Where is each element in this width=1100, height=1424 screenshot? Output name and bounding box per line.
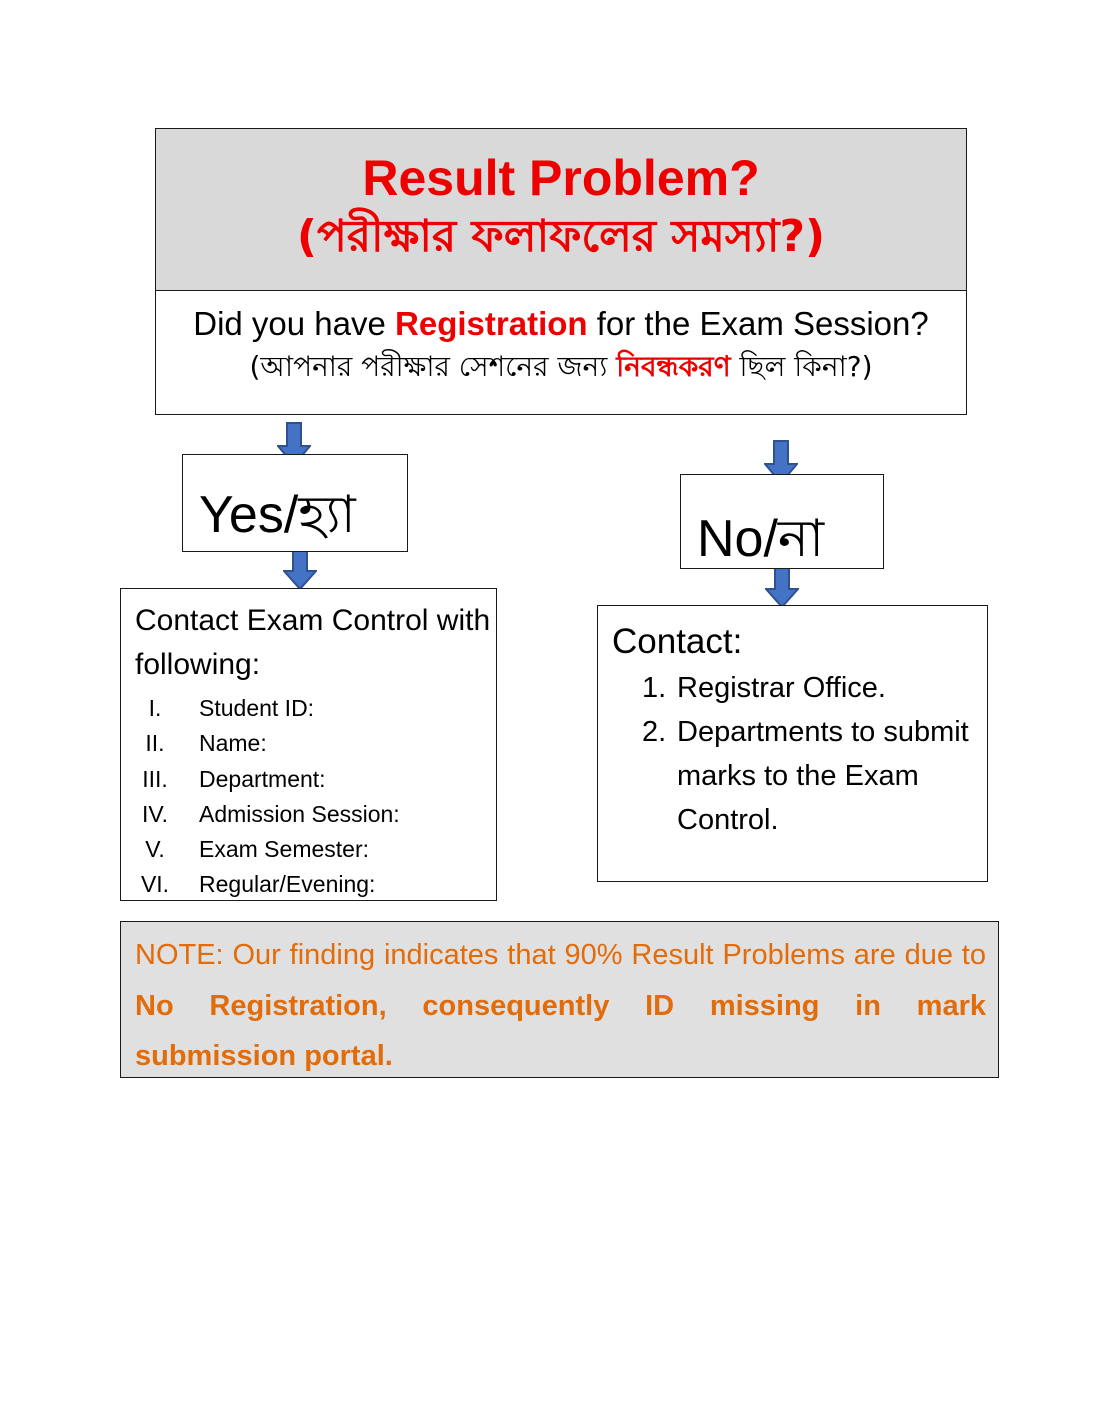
list-item-number: V. <box>145 836 165 863</box>
list-item-number: 2. <box>642 716 667 748</box>
title-bengali: (পরীক্ষার ফলাফলের সমস্যা?) <box>296 211 826 262</box>
title-english: Result Problem? <box>362 150 760 206</box>
arrow-down-icon <box>283 548 317 590</box>
question-english-prefix: Did you have <box>193 305 396 342</box>
yes-detail-box <box>120 588 497 901</box>
list-item-text: Exam Semester: <box>199 836 369 863</box>
no-label-bengali: না <box>777 509 825 569</box>
list-item-text: Departments to submit marks to the Exam Control. <box>677 716 969 836</box>
note-text: NOTE: Our finding indicates that 90% Result Problems are due to <box>135 939 986 971</box>
no-box <box>680 474 884 569</box>
list-item <box>135 691 496 726</box>
no-detail-list <box>612 666 987 842</box>
list-item-number: III. <box>142 765 168 792</box>
list-item <box>135 797 496 832</box>
no-detail-heading: Contact: <box>612 622 743 661</box>
question-english <box>156 303 966 345</box>
question-bengali-highlight: নিবন্ধকরণ <box>616 350 731 383</box>
note-box <box>120 921 999 1078</box>
list-item-number: VI. <box>140 871 170 898</box>
list-item <box>135 867 496 902</box>
question-english-suffix: for the Exam Session? <box>587 305 929 342</box>
list-item-text: Department: <box>199 765 326 792</box>
list-item <box>612 666 987 710</box>
question-bengali <box>156 345 966 389</box>
list-item-number: 1. <box>642 672 667 704</box>
question-english-highlight: Registration <box>395 305 588 342</box>
list-item-number: IV. <box>141 800 168 827</box>
yes-detail-heading: Contact Exam Control with following: <box>135 604 491 681</box>
list-item-text: Student ID: <box>199 695 315 721</box>
list-item <box>135 762 496 797</box>
list-item-text: Admission Session: <box>199 800 400 827</box>
title-box <box>155 128 967 291</box>
list-item-text: Name: <box>199 730 267 757</box>
list-item-number: I. <box>148 695 162 721</box>
question-bengali-suffix: ছিল কিনা?) <box>730 350 873 383</box>
question-box <box>155 290 967 415</box>
no-detail-box <box>597 605 988 882</box>
yes-detail-list <box>135 691 496 903</box>
yes-box <box>182 454 408 552</box>
yes-label-english: Yes/ <box>199 486 299 544</box>
note-bold-text: No Registration, consequently ID missing in mark submission portal. <box>135 989 986 1072</box>
list-item <box>612 710 987 842</box>
list-item-text: Regular/Evening: <box>199 871 376 898</box>
list-item <box>135 832 496 867</box>
no-label-english: No/ <box>697 510 778 568</box>
question-bengali-prefix: (আপনার পরীক্ষার সেশনের জন্য <box>249 350 617 383</box>
yes-label-bengali: হ্যা <box>298 485 356 545</box>
arrow-down-icon <box>765 566 799 608</box>
list-item-number: II. <box>145 730 165 757</box>
list-item <box>135 726 496 761</box>
list-item-text: Registrar Office. <box>677 672 886 704</box>
